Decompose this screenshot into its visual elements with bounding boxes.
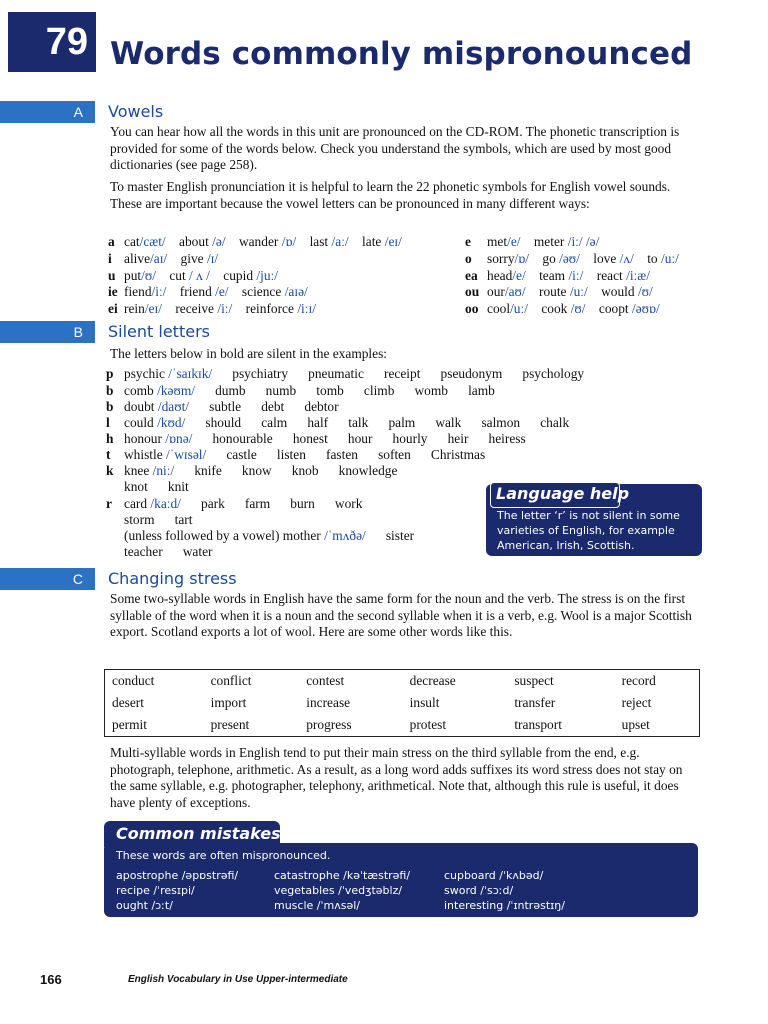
stress-words-table: [104, 669, 700, 737]
vowel-word: coopt: [598, 301, 629, 317]
silent-word: half: [307, 415, 329, 430]
phonetic: /əʊɒ/: [632, 301, 660, 317]
table-cell: protest: [409, 717, 447, 732]
vowel-word: route: [538, 284, 567, 300]
phonetic: /cæt/: [139, 234, 166, 249]
silent-word: palm: [388, 415, 416, 430]
silent-letter: b: [106, 399, 114, 414]
phonetic: /niː/: [152, 463, 175, 478]
table-cell: record: [621, 673, 656, 688]
mistake-item: catastrophe /kəˈtæstrəfi/: [274, 869, 411, 882]
vowel-letter: ea: [465, 267, 478, 283]
vowel-word: cook: [541, 301, 568, 317]
vowel-word: head: [487, 267, 513, 283]
phonetic: /aː/: [331, 234, 349, 249]
vowel-word: love: [593, 250, 617, 266]
silent-word: whistle: [124, 447, 163, 462]
table-row: [105, 692, 700, 714]
silent-word: listen: [276, 447, 306, 462]
phonetic: /e/: [512, 267, 526, 283]
phonetic: / ʌ /: [189, 267, 210, 283]
page-number: 166: [40, 972, 62, 987]
phonetic: /iːɪ/: [297, 301, 316, 317]
silent-letter: h: [106, 431, 114, 446]
table-cell: desert: [112, 695, 144, 710]
phonetic: /ʌ/: [619, 250, 634, 266]
vowel-word: last: [309, 234, 329, 249]
silent-word: water: [182, 544, 213, 559]
phonetic: /iː/: [217, 301, 233, 317]
silent-word: honest: [292, 431, 328, 446]
mistake-item: ought /ɔːt/: [116, 899, 173, 912]
section-a-para1: You can hear how all the words in this unit are pronounced on the CD-ROM. The phonetic transcription is provided for some of the words below. Check you understand the symbols, which are used by most good dictionaries (see page 258).: [110, 124, 680, 172]
silent-letter: l: [106, 415, 110, 430]
phonetic: /uː/: [510, 301, 528, 317]
mistake-item: cupboard /ˈkʌbəd/: [444, 869, 544, 882]
silent-word: knob: [291, 463, 319, 478]
phonetic: /uː/: [569, 284, 588, 300]
vowel-letter: o: [465, 250, 472, 266]
vowel-row: [108, 251, 218, 267]
phonetic: /ɒnə/: [165, 431, 193, 446]
section-c-para1: Some two-syllable words in English have the same form for the noun and the verb. The stress is on the first syllable of the word when it is a noun and the second syllable when it is a verb, e.g. Wool is a major Scottish export. Scotland exports a lot of wool. Here are some other words like this.: [110, 591, 692, 639]
silent-word: park: [201, 496, 225, 511]
table-cell: reject: [621, 695, 652, 710]
table-cell: progress: [306, 717, 352, 732]
silent-word: heiress: [488, 431, 526, 446]
silent-word: teacher: [124, 544, 163, 559]
vowel-word: met: [487, 234, 508, 249]
section-a-title: Vowels: [108, 102, 164, 121]
phonetic: /iː/ /ə/: [567, 234, 600, 249]
silent-word: (unless followed by a vowel) mother: [124, 528, 321, 543]
common-mistakes-subtitle: These words are often mispronounced.: [116, 849, 331, 862]
vowel-word: would: [601, 284, 635, 300]
language-help-box: [486, 484, 702, 556]
vowel-row: [108, 284, 308, 300]
silent-row: [106, 512, 192, 528]
silent-word: womb: [414, 383, 448, 398]
silent-letter: b: [106, 383, 114, 398]
silent-word: honour: [124, 431, 162, 446]
table-cell: conduct: [112, 673, 155, 688]
phonetic: /juː/: [256, 267, 278, 283]
vowel-row: [465, 301, 660, 317]
vowel-word: to: [647, 250, 658, 266]
vowel-word: give: [180, 250, 204, 266]
language-help-title: Language help: [496, 484, 630, 503]
silent-word: tomb: [316, 383, 344, 398]
silent-word: pneumatic: [308, 366, 364, 381]
silent-row: [106, 366, 584, 382]
phonetic: /ʊ/: [141, 267, 156, 283]
silent-word: calm: [261, 415, 288, 430]
silent-word: chalk: [540, 415, 570, 430]
vowel-word: about: [179, 234, 209, 249]
vowel-word: cat: [124, 234, 140, 249]
vowel-row: [465, 268, 650, 284]
common-mistakes-title: Common mistakes: [116, 824, 281, 843]
table-cell: transfer: [514, 695, 556, 710]
vowel-letter: oo: [465, 301, 479, 317]
table-cell: upset: [621, 717, 650, 732]
phonetic: /aɪ/: [150, 250, 168, 266]
silent-word: lamb: [468, 383, 495, 398]
phonetic: /ɒ/: [281, 234, 297, 249]
vowel-word: rein: [124, 301, 145, 317]
table-cell: import: [210, 695, 247, 710]
silent-word: receipt: [384, 366, 421, 381]
silent-word: fasten: [326, 447, 358, 462]
phonetic: /ə/: [212, 234, 226, 249]
vowel-word: receive: [175, 301, 214, 317]
phonetic: /ˈsaɪkɪk/: [168, 366, 213, 381]
mistake-item: apostrophe /əpɒstrəfi/: [116, 869, 239, 882]
silent-word: could: [124, 415, 154, 430]
page-title: Words commonly mispronounced: [110, 36, 693, 72]
section-c-title: Changing stress: [108, 569, 237, 588]
silent-word: talk: [348, 415, 369, 430]
vowel-word: late: [362, 234, 382, 249]
mistake-item: recipe /ˈresɪpi/: [116, 884, 195, 897]
silent-word: comb: [124, 383, 154, 398]
silent-word: psychic: [124, 366, 165, 381]
section-b-title: Silent letters: [108, 322, 210, 341]
table-row: [105, 714, 700, 737]
silent-word: knot: [124, 479, 148, 494]
table-row: [105, 670, 700, 693]
silent-word: work: [334, 496, 363, 511]
silent-row: [106, 496, 362, 512]
vowel-word: cut: [169, 267, 186, 283]
vowel-row: [108, 301, 316, 317]
mistake-item: interesting /ˈɪntrəstɪŋ/: [444, 899, 565, 912]
silent-word: psychology: [522, 366, 585, 381]
silent-word: soften: [378, 447, 411, 462]
vowel-row: [465, 251, 679, 267]
silent-word: debtor: [304, 399, 339, 414]
table-cell: increase: [306, 695, 351, 710]
section-c-tab: C: [0, 568, 95, 590]
phonetic: /kʊd/: [157, 415, 186, 430]
silent-row: [106, 528, 414, 544]
mistake-item: vegetables /ˈvedʒtəblz/: [274, 884, 403, 897]
silent-word: knife: [194, 463, 222, 478]
phonetic: /ˈwɪsəl/: [166, 447, 207, 462]
silent-letter: k: [106, 463, 114, 478]
silent-word: hourly: [392, 431, 428, 446]
language-help-text: The letter ‘r’ is not silent in some varieties of English, for example American, Irish, Scottish.: [497, 509, 680, 552]
table-cell: suspect: [514, 673, 554, 688]
silent-word: numb: [265, 383, 297, 398]
silent-letter: p: [106, 366, 114, 381]
silent-row: [106, 383, 495, 399]
book-title: English Vocabulary in Use Upper-intermediate: [128, 974, 348, 985]
phonetic: /kəʊm/: [157, 383, 195, 398]
silent-word: Christmas: [430, 447, 486, 462]
silent-word: sister: [385, 528, 415, 543]
silent-word: card: [124, 496, 148, 511]
vowel-letter: i: [108, 250, 112, 266]
vowel-row: [465, 234, 599, 250]
silent-word: climb: [363, 383, 395, 398]
silent-row: [106, 544, 213, 560]
vowel-letter: ou: [465, 284, 480, 300]
silent-word: dumb: [215, 383, 246, 398]
table-cell: permit: [112, 717, 147, 732]
silent-row: [106, 399, 339, 415]
silent-word: burn: [290, 496, 315, 511]
silent-word: castle: [226, 447, 257, 462]
section-a-para2: To master English pronunciation it is helpful to learn the 22 phonetic symbols for English vowel sounds. These are important because the vowel letters can be pronounced in many different ways:: [110, 179, 671, 211]
silent-word: knee: [124, 463, 150, 478]
silent-word: pseudonym: [440, 366, 503, 381]
phonetic: /eɪ/: [384, 234, 402, 249]
phonetic: /ʊ/: [637, 284, 653, 300]
silent-word: tart: [174, 512, 193, 527]
silent-word: honourable: [212, 431, 273, 446]
mistake-item: sword /ˈsɔːd/: [444, 884, 514, 897]
vowel-word: team: [539, 267, 566, 283]
vowel-word: reinforce: [245, 301, 294, 317]
silent-word: hour: [347, 431, 373, 446]
silent-word: know: [241, 463, 272, 478]
vowel-letter: e: [465, 234, 471, 249]
phonetic: /ɪ/: [206, 250, 219, 266]
phonetic: /kaːd/: [150, 496, 181, 511]
vowel-word: put: [124, 267, 142, 283]
table-cell: insult: [409, 695, 440, 710]
phonetic: /ˈmʌðə/: [324, 528, 366, 543]
silent-word: knit: [167, 479, 189, 494]
silent-word: farm: [244, 496, 271, 511]
vowel-word: fiend: [124, 284, 152, 300]
vowel-row: [108, 268, 278, 284]
phonetic: /ʊ/: [570, 301, 586, 317]
vowel-letter: u: [108, 267, 116, 283]
vowel-letter: a: [108, 234, 115, 249]
section-b-tab: B: [0, 321, 95, 343]
vowel-row: [108, 234, 402, 250]
vowel-word: our: [487, 284, 505, 300]
silent-row: [106, 447, 485, 463]
phonetic: /uː/: [660, 250, 679, 266]
vowel-word: sorry: [487, 250, 515, 266]
section-a-tab: A: [0, 101, 95, 123]
vowel-word: wander: [238, 234, 279, 249]
phonetic: /iːæ/: [626, 267, 650, 283]
mistake-item: muscle /ˈmʌsəl/: [274, 899, 361, 912]
silent-word: heir: [447, 431, 469, 446]
silent-word: doubt: [124, 399, 155, 414]
silent-row: [106, 463, 397, 479]
silent-word: storm: [124, 512, 155, 527]
vowel-letter: ei: [108, 301, 118, 317]
section-c-para2: Multi-syllable words in English tend to put their main stress on the third syllable from the end, e.g. photograph, telephone, arithmetic. As a result, as a long word adds suffixes its word stress does not stay on the same syllable, e.g. photographer, telephony, arithmetical. Note that, although this rule is useful, it does have plenty of exceptions.: [110, 745, 683, 810]
silent-word: debt: [261, 399, 285, 414]
table-cell: decrease: [409, 673, 456, 688]
phonetic: /aʊ/: [504, 284, 526, 300]
vowel-word: alive: [124, 250, 151, 266]
vowel-row: [465, 284, 653, 300]
phonetic: /əʊ/: [559, 250, 580, 266]
phonetic: /ɒ/: [514, 250, 529, 266]
silent-word: walk: [435, 415, 462, 430]
phonetic: /iː/: [568, 267, 584, 283]
phonetic: /aɪə/: [284, 284, 308, 300]
table-cell: present: [210, 717, 250, 732]
vowel-word: meter: [533, 234, 565, 249]
silent-row: [106, 415, 569, 431]
silent-word: salmon: [481, 415, 521, 430]
silent-word: subtle: [209, 399, 242, 414]
silent-letter: r: [106, 496, 112, 511]
table-cell: contest: [306, 673, 345, 688]
silent-row: [106, 479, 189, 495]
vowel-word: friend: [179, 284, 212, 300]
vowel-word: cool: [487, 301, 511, 317]
phonetic: /eɪ/: [144, 301, 162, 317]
silent-letter: t: [106, 447, 111, 462]
phonetic: /e/: [507, 234, 521, 249]
silent-word: should: [205, 415, 242, 430]
phonetic: /iː/: [151, 284, 167, 300]
silent-row: [106, 431, 526, 447]
unit-number: 79: [8, 12, 96, 72]
vowel-word: react: [596, 267, 623, 283]
phonetic: /e/: [215, 284, 229, 300]
phonetic: /daʊt/: [157, 399, 190, 414]
table-cell: transport: [514, 717, 562, 732]
silent-word: psychiatry: [232, 366, 289, 381]
silent-word: knowledge: [338, 463, 398, 478]
vowel-word: science: [241, 284, 282, 300]
section-b-intro: The letters below in bold are silent in the examples:: [110, 346, 388, 361]
vowel-word: go: [542, 250, 556, 266]
vowel-word: cupid: [223, 267, 254, 283]
table-cell: conflict: [210, 673, 252, 688]
common-mistakes-box: [104, 824, 698, 917]
vowel-letter: ie: [108, 284, 118, 300]
